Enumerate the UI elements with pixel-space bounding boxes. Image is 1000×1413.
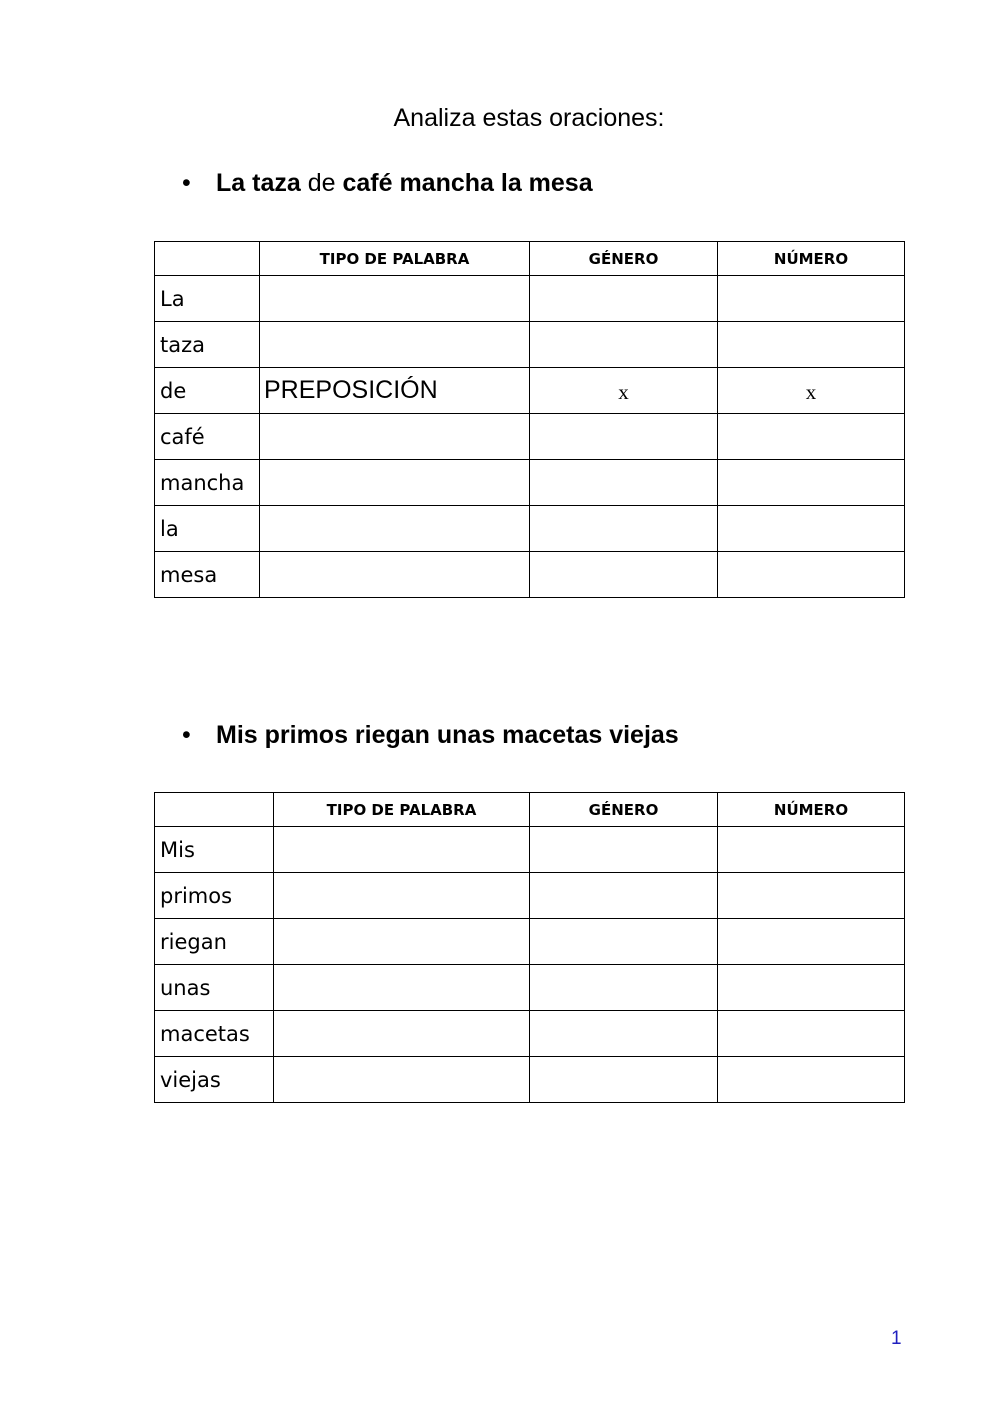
word-cell: café [155, 414, 260, 460]
numero-cell[interactable] [718, 965, 905, 1011]
header-tipo-de-palabra: TIPO DE PALABRA [260, 242, 530, 276]
table-row [155, 552, 905, 598]
sentence-1-part-1: La taza [216, 169, 301, 197]
word-cell: de [155, 368, 260, 414]
page-title: Analiza estas oraciones: [393, 104, 665, 132]
table-header-row [155, 242, 905, 276]
bullet-icon: • [182, 721, 191, 749]
header-blank [155, 793, 274, 827]
genero-cell[interactable] [530, 965, 718, 1011]
sentence-1-part-2: de [300, 169, 343, 197]
tipo-cell[interactable] [260, 414, 530, 460]
tipo-cell[interactable]: PREPOSICIÓN [260, 368, 530, 414]
word-cell: primos [155, 873, 274, 919]
analysis-table-2 [154, 792, 905, 1103]
numero-cell[interactable] [718, 827, 905, 873]
header-numero: NÚMERO [718, 242, 905, 276]
tipo-cell[interactable] [274, 1057, 530, 1103]
sentence-1-part-3: café mancha la mesa [342, 169, 593, 197]
analysis-table-1 [154, 241, 905, 598]
genero-cell[interactable] [530, 276, 718, 322]
sentence-2-heading [182, 721, 679, 750]
genero-cell[interactable]: x [530, 368, 718, 414]
tipo-cell[interactable] [274, 827, 530, 873]
bullet-icon: • [182, 169, 191, 197]
table-row [155, 322, 905, 368]
tipo-cell[interactable] [274, 1011, 530, 1057]
tipo-cell[interactable] [260, 276, 530, 322]
genero-cell[interactable] [530, 1011, 718, 1057]
word-cell: la [155, 506, 260, 552]
tipo-cell[interactable] [274, 919, 530, 965]
table-row [155, 965, 905, 1011]
word-cell: La [155, 276, 260, 322]
table-row [155, 1057, 905, 1103]
sentence-2-text: Mis primos riegan unas macetas viejas [216, 721, 679, 749]
genero-cell[interactable] [530, 552, 718, 598]
numero-cell[interactable] [718, 919, 905, 965]
numero-cell[interactable] [718, 414, 905, 460]
page-number: 1 [891, 1328, 902, 1349]
tipo-cell[interactable] [260, 506, 530, 552]
genero-cell[interactable] [530, 1057, 718, 1103]
numero-cell[interactable] [718, 322, 905, 368]
genero-cell[interactable] [530, 322, 718, 368]
table-header-row [155, 793, 905, 827]
word-cell: riegan [155, 919, 274, 965]
numero-cell[interactable] [718, 873, 905, 919]
tipo-cell[interactable] [274, 873, 530, 919]
numero-cell[interactable] [718, 552, 905, 598]
word-cell: mancha [155, 460, 260, 506]
genero-cell[interactable] [530, 414, 718, 460]
table-row [155, 506, 905, 552]
table-row [155, 873, 905, 919]
header-genero: GÉNERO [530, 242, 718, 276]
numero-cell[interactable] [718, 276, 905, 322]
table-row [155, 1011, 905, 1057]
tipo-cell[interactable] [260, 322, 530, 368]
header-blank [155, 242, 260, 276]
genero-cell[interactable] [530, 506, 718, 552]
numero-cell[interactable] [718, 506, 905, 552]
word-cell: macetas [155, 1011, 274, 1057]
table-row [155, 414, 905, 460]
word-cell: mesa [155, 552, 260, 598]
word-cell: Mis [155, 827, 274, 873]
numero-cell[interactable] [718, 1057, 905, 1103]
table-row [155, 919, 905, 965]
genero-cell[interactable] [530, 460, 718, 506]
header-numero: NÚMERO [718, 793, 905, 827]
genero-cell[interactable] [530, 873, 718, 919]
table-row [155, 368, 905, 414]
sentence-1-heading [182, 169, 593, 198]
numero-cell[interactable] [718, 460, 905, 506]
genero-cell[interactable] [530, 827, 718, 873]
numero-cell[interactable]: x [718, 368, 905, 414]
genero-cell[interactable] [530, 919, 718, 965]
header-genero: GÉNERO [530, 793, 718, 827]
tipo-cell[interactable] [260, 552, 530, 598]
header-tipo-de-palabra: TIPO DE PALABRA [274, 793, 530, 827]
table-row [155, 460, 905, 506]
word-cell: viejas [155, 1057, 274, 1103]
word-cell: taza [155, 322, 260, 368]
word-cell: unas [155, 965, 274, 1011]
numero-cell[interactable] [718, 1011, 905, 1057]
table-row [155, 276, 905, 322]
tipo-cell[interactable] [260, 460, 530, 506]
tipo-cell[interactable] [274, 965, 530, 1011]
table-row [155, 827, 905, 873]
